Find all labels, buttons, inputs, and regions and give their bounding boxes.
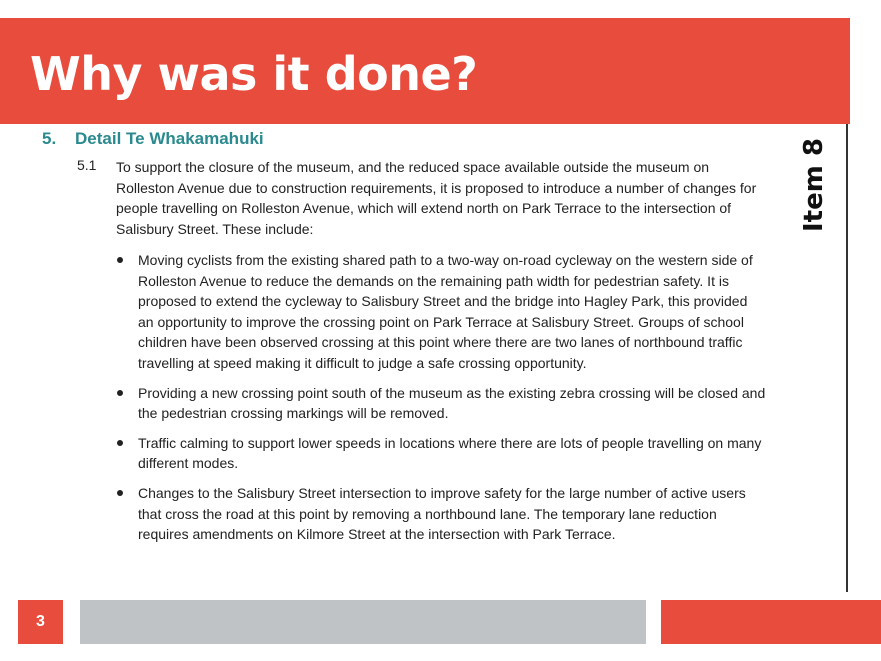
- page-number: 3: [18, 600, 63, 644]
- paragraph-text: To support the closure of the museum, and the reduced space available outside the museum on Rolleston Avenue due to construction requirements, it is proposed to introduce a number of changes for people travelling on Rolleston Avenue, which will extend north on Park Terrace to the intersection of Salisbury Street. These include:: [116, 159, 757, 237]
- section-heading-text: Detail Te Whakamahuki: [75, 129, 264, 148]
- bullet-text: Moving cyclists from the existing shared path to a two-way on-road cycleway on the western side of Rolleston Avenue to reduce the demands on the remaining path width for pedestrian safety. It is proposed to extend the cycleway to Salisbury Street and the bridge into Hagley Park, this provided an opportunity to improve the crossing point on Park Terrace at Salisbury Street. Groups of school children have been observed crossing at this point where there are two lanes of northbound traffic travelling at speed making it difficult to judge a safe crossing opportunity.: [138, 252, 753, 371]
- bullet-icon: [117, 390, 123, 396]
- section-number: 5.: [42, 129, 57, 148]
- list-item: [116, 250, 766, 374]
- list-item: [116, 433, 766, 474]
- bullet-list: [116, 250, 766, 554]
- item-label: [799, 138, 829, 232]
- footer-red-bar: [661, 600, 881, 644]
- bullet-text: Providing a new crossing point south of the museum as the existing zebra crossing will be closed and the pedestrian crossing markings will be removed.: [138, 384, 766, 422]
- list-item: [116, 383, 766, 424]
- bullet-text: Traffic calming to support lower speeds in locations where there are lots of people travelling on many different modes.: [138, 434, 762, 472]
- document-right-border: [846, 124, 848, 592]
- slide-title: Why was it done?: [30, 47, 478, 101]
- bullet-icon: [117, 257, 123, 263]
- paragraph-number: 5.1: [77, 157, 97, 173]
- bullet-icon: [117, 490, 123, 496]
- item-label-text: Item 8: [799, 138, 829, 232]
- section-heading: [42, 129, 264, 149]
- bullet-icon: [117, 440, 123, 446]
- footer-grey-bar: [80, 600, 646, 644]
- bullet-text: Changes to the Salisbury Street intersection to improve safety for the large number of active users that cross the road at this point by removing a northbound lane. The temporary lane reduction requires amendments on Kilmore Street at the intersection with Park Terrace.: [138, 484, 746, 543]
- list-item: [116, 483, 766, 545]
